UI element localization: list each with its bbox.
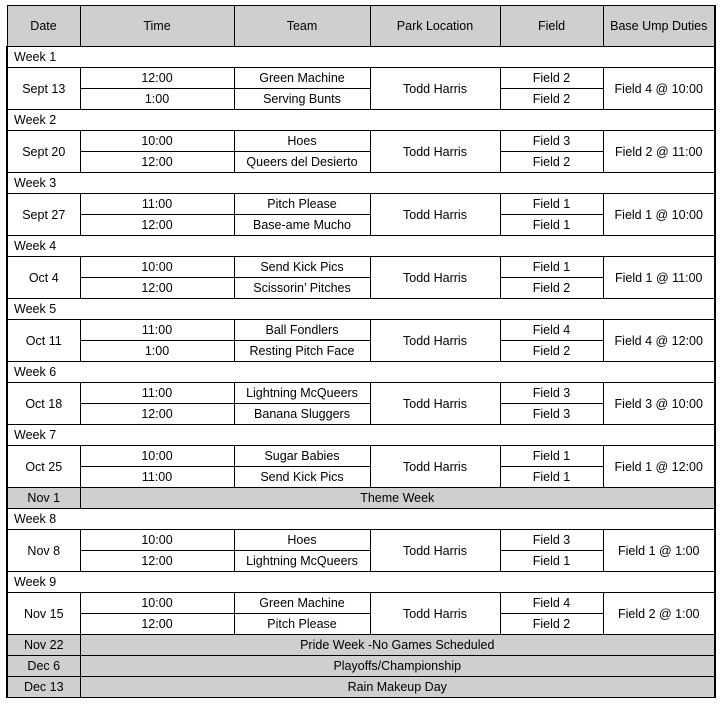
week-label-row: [7, 173, 715, 194]
game-team: Ball Fondlers: [234, 320, 370, 341]
special-date: Nov 22: [7, 635, 80, 656]
game-team: Banana Sluggers: [234, 404, 370, 425]
park-location: Todd Harris: [370, 68, 500, 110]
header-date: Date: [7, 6, 80, 47]
game-team: Hoes: [234, 530, 370, 551]
game-date: Nov 15: [7, 593, 80, 635]
game-date: Sept 20: [7, 131, 80, 173]
base-ump-duty: Field 2 @ 1:00: [603, 593, 715, 635]
week-label-row: [7, 236, 715, 257]
game-team: Pitch Please: [234, 614, 370, 635]
week-label-row: [7, 110, 715, 131]
game-team: Pitch Please: [234, 194, 370, 215]
game-field: Field 3: [500, 404, 603, 425]
park-location: Todd Harris: [370, 257, 500, 299]
game-field: Field 1: [500, 194, 603, 215]
park-location: Todd Harris: [370, 131, 500, 173]
base-ump-duty: Field 2 @ 11:00: [603, 131, 715, 173]
game-row: [7, 446, 715, 467]
special-row: [7, 677, 715, 698]
game-row: [7, 383, 715, 404]
special-note: Pride Week -No Games Scheduled: [80, 635, 715, 656]
game-field: Field 3: [500, 383, 603, 404]
week-label: Week 3: [7, 173, 715, 194]
week-label: Week 5: [7, 299, 715, 320]
game-time: 12:00: [80, 551, 234, 572]
base-ump-duty: Field 4 @ 10:00: [603, 68, 715, 110]
game-row: [7, 320, 715, 341]
game-field: Field 2: [500, 89, 603, 110]
game-date: Oct 25: [7, 446, 80, 488]
park-location: Todd Harris: [370, 194, 500, 236]
game-time: 12:00: [80, 152, 234, 173]
game-team: Lightning McQueers: [234, 383, 370, 404]
header-time: Time: [80, 6, 234, 47]
park-location: Todd Harris: [370, 593, 500, 635]
special-date: Dec 13: [7, 677, 80, 698]
game-time: 10:00: [80, 131, 234, 152]
game-date: Oct 18: [7, 383, 80, 425]
game-time: 10:00: [80, 593, 234, 614]
base-ump-duty: Field 1 @ 1:00: [603, 530, 715, 572]
game-field: Field 2: [500, 278, 603, 299]
week-label-row: [7, 509, 715, 530]
header-team: Team: [234, 6, 370, 47]
game-time: 1:00: [80, 341, 234, 362]
game-row: [7, 131, 715, 152]
game-time: 1:00: [80, 89, 234, 110]
special-row: [7, 656, 715, 677]
game-time: 12:00: [80, 404, 234, 425]
game-date: Oct 11: [7, 320, 80, 362]
park-location: Todd Harris: [370, 320, 500, 362]
base-ump-duty: Field 1 @ 11:00: [603, 257, 715, 299]
week-label-row: [7, 425, 715, 446]
game-time: 11:00: [80, 320, 234, 341]
game-team: Send Kick Pics: [234, 467, 370, 488]
game-field: Field 4: [500, 593, 603, 614]
base-ump-duty: Field 4 @ 12:00: [603, 320, 715, 362]
week-label: Week 9: [7, 572, 715, 593]
week-label: Week 2: [7, 110, 715, 131]
game-team: Green Machine: [234, 68, 370, 89]
base-ump-duty: Field 1 @ 10:00: [603, 194, 715, 236]
game-time: 11:00: [80, 383, 234, 404]
game-field: Field 1: [500, 446, 603, 467]
week-label: Week 6: [7, 362, 715, 383]
game-team: Green Machine: [234, 593, 370, 614]
game-time: 12:00: [80, 278, 234, 299]
game-time: 12:00: [80, 68, 234, 89]
game-time: 11:00: [80, 467, 234, 488]
game-field: Field 3: [500, 131, 603, 152]
game-time: 12:00: [80, 614, 234, 635]
week-label-row: [7, 362, 715, 383]
week-label: Week 7: [7, 425, 715, 446]
special-date: Dec 6: [7, 656, 80, 677]
game-team: Lightning McQueers: [234, 551, 370, 572]
week-label-row: [7, 299, 715, 320]
game-time: 10:00: [80, 530, 234, 551]
game-field: Field 1: [500, 215, 603, 236]
week-label: Week 4: [7, 236, 715, 257]
game-team: Resting Pitch Face: [234, 341, 370, 362]
week-label: Week 1: [7, 47, 715, 68]
game-field: Field 1: [500, 551, 603, 572]
game-field: Field 2: [500, 341, 603, 362]
game-time: 11:00: [80, 194, 234, 215]
game-field: Field 1: [500, 257, 603, 278]
game-date: Nov 8: [7, 530, 80, 572]
base-ump-duty: Field 1 @ 12:00: [603, 446, 715, 488]
game-date: Oct 4: [7, 257, 80, 299]
special-note: Rain Makeup Day: [80, 677, 715, 698]
header-field: Field: [500, 6, 603, 47]
game-field: Field 2: [500, 614, 603, 635]
game-time: 12:00: [80, 215, 234, 236]
game-date: Sept 27: [7, 194, 80, 236]
special-date: Nov 1: [7, 488, 80, 509]
header-park-location: Park Location: [370, 6, 500, 47]
special-row: [7, 635, 715, 656]
game-row: [7, 194, 715, 215]
week-label-row: [7, 572, 715, 593]
game-row: [7, 68, 715, 89]
game-team: Sugar Babies: [234, 446, 370, 467]
park-location: Todd Harris: [370, 383, 500, 425]
game-row: [7, 257, 715, 278]
schedule-table: [6, 5, 716, 698]
header-base-ump-duties: Base Ump Duties: [603, 6, 715, 47]
game-time: 10:00: [80, 257, 234, 278]
header-row: [7, 6, 715, 47]
game-team: Hoes: [234, 131, 370, 152]
game-time: 10:00: [80, 446, 234, 467]
game-row: [7, 530, 715, 551]
schedule-body: [7, 47, 715, 698]
game-field: Field 1: [500, 467, 603, 488]
special-note: Theme Week: [80, 488, 715, 509]
game-team: Base-ame Mucho: [234, 215, 370, 236]
park-location: Todd Harris: [370, 530, 500, 572]
game-field: Field 2: [500, 68, 603, 89]
game-row: [7, 593, 715, 614]
week-label-row: [7, 47, 715, 68]
game-team: Queers del Desierto: [234, 152, 370, 173]
game-date: Sept 13: [7, 68, 80, 110]
base-ump-duty: Field 3 @ 10:00: [603, 383, 715, 425]
game-field: Field 4: [500, 320, 603, 341]
week-label: Week 8: [7, 509, 715, 530]
game-team: Serving Bunts: [234, 89, 370, 110]
special-note: Playoffs/Championship: [80, 656, 715, 677]
game-team: Send Kick Pics: [234, 257, 370, 278]
special-row: [7, 488, 715, 509]
game-team: Scissorin’ Pitches: [234, 278, 370, 299]
game-field: Field 2: [500, 152, 603, 173]
game-field: Field 3: [500, 530, 603, 551]
park-location: Todd Harris: [370, 446, 500, 488]
